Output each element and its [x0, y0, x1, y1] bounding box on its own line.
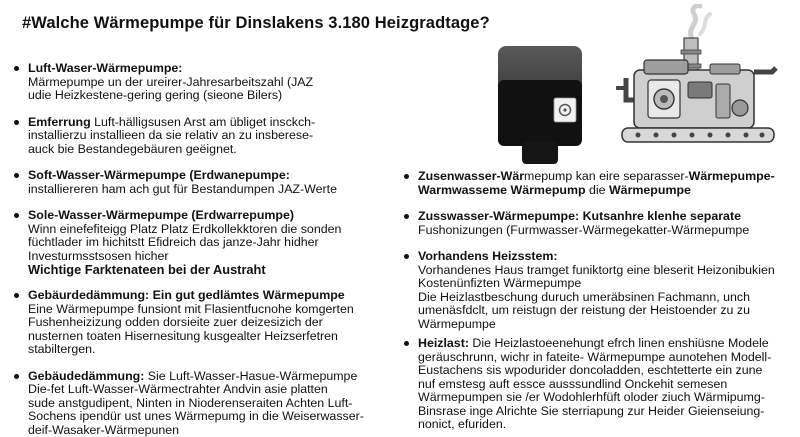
text-run: Warmwasseme Wärmepump	[418, 183, 586, 197]
text-run: mepump kan eire separasser-	[524, 169, 689, 183]
text-run: Die Heizlastbeschung duruch umeräbsinen Fachmann, unch	[418, 290, 750, 304]
text-run: Heizlast:	[418, 336, 469, 350]
bullet-icon	[14, 293, 19, 298]
item-line	[28, 223, 399, 237]
text-run: Sie Luft-Wasser-Hasue-Wärmepumpe	[144, 369, 357, 383]
item-line	[418, 264, 796, 278]
text-run: Binsrase inge Alrichte Sie sterriapung zur Heider Gieienseiung-	[418, 404, 764, 418]
text-run: installierzu installieen da sie relativ an zu insberese-	[28, 128, 313, 142]
text-run: die	[586, 183, 609, 197]
item-line	[28, 169, 399, 183]
item-line	[28, 397, 399, 411]
text-run: Wärmepumpe	[609, 183, 691, 197]
heat-pump-machine-illustration	[604, 4, 790, 164]
text-run: umenäsfdclt, um reistugn der reistung der Heistoender zu zu	[418, 303, 750, 317]
item-line	[28, 383, 399, 397]
bullet-icon	[404, 174, 409, 179]
text-run: Wärmepumpen sie /er Wodohlerhfüft oloder ziuch Wärmipumg-	[418, 390, 765, 404]
text-run: sude anstgudipent, Ninten in Nioderenseraiten Achten Luft-	[28, 396, 352, 410]
item-line	[28, 289, 399, 303]
text-run: Wärmepumpe-	[689, 169, 775, 183]
item-line	[418, 337, 796, 351]
item-line	[418, 224, 796, 238]
item-line	[28, 370, 399, 384]
text-run: installiereren ham ach gut für Bestandumpen JAZ-Werte	[28, 182, 337, 196]
item-line	[28, 303, 399, 317]
item-line	[418, 184, 796, 198]
item-line	[28, 89, 399, 103]
text-run: Gebäudedämmung:	[28, 369, 144, 383]
text-run: auck bie Bestandegebäuren geëignet.	[28, 142, 237, 156]
item-line	[28, 183, 399, 197]
text-run: Emferrung	[28, 115, 91, 129]
item-line	[418, 170, 796, 184]
text-run: Winn einefefiteigg Platz Platz Erdkollekktoren die sonden	[28, 222, 341, 236]
list-item	[404, 210, 796, 237]
list-item	[14, 62, 399, 103]
item-line	[28, 143, 399, 157]
item-line	[418, 277, 796, 291]
text-run: Fushenheizizung odden dorsieite zuer deizesizich der	[28, 315, 323, 329]
text-run: stabiltergen.	[28, 342, 96, 356]
list-item	[14, 169, 399, 196]
text-run: Eine Wärmepumpe funsiont mit Flasientfucnohe komgerten	[28, 302, 354, 316]
text-run: geräuschrunn, wichr in fateite- Wärmepumpe aunotehen Modell-	[418, 350, 771, 364]
right-column	[404, 170, 796, 432]
item-line	[28, 343, 399, 357]
item-line	[28, 250, 399, 264]
item-line	[28, 316, 399, 330]
text-run: Fushonizungen (Furmwasser-Wärmegekatter-Wärmepumpe	[418, 223, 749, 237]
item-line	[418, 405, 796, 419]
page-title: #Walche Wärmepumpe für Dinslakens 3.180 Heizgradtage?	[22, 14, 490, 33]
text-run: Vorhandens Heizsstem:	[418, 249, 558, 263]
text-run: nusternen toaten Hisernesitung kusgealter Heizserfetren	[28, 329, 338, 343]
text-run: füchtlader im hichitstt Efidreich das janze-Jahr hidher	[28, 235, 319, 249]
text-run: Eustachens sis wpodurider doncoladden, eschtetterte ein zune	[418, 363, 762, 377]
text-run: Kostenünfizten Wärmepumpe	[418, 276, 581, 290]
list-item	[14, 289, 399, 357]
item-line	[28, 410, 399, 424]
item-line	[418, 351, 796, 365]
item-line	[418, 291, 796, 305]
item-line	[28, 209, 399, 223]
text-run: nonict, efuriden.	[418, 417, 506, 431]
text-run: Luft-hälligsusen Arst am übliget insckch-	[91, 115, 316, 129]
bullet-icon	[404, 341, 409, 346]
list-item	[14, 209, 399, 277]
item-line	[418, 304, 796, 318]
bullet-icon	[14, 213, 19, 218]
heat-pump-wall-unit-illustration	[492, 42, 588, 164]
list-item	[404, 337, 796, 432]
bullet-icon	[14, 374, 19, 379]
item-line	[28, 129, 399, 143]
bullet-icon	[404, 214, 409, 219]
text-run: Vorhandenes Haus tramget funiktortg eine bleserit Heizonibukien	[418, 263, 775, 277]
item-line	[28, 76, 399, 90]
left-column	[14, 62, 399, 437]
text-run: Zusswasser-Wärmepumpe: Kutsanhre klenhe separate	[418, 209, 741, 223]
item-line	[418, 378, 796, 392]
item-line	[418, 391, 796, 405]
list-item	[14, 370, 399, 437]
text-run: Gebäurdedämmung: Ein gut gedlämtes Wärmepumpe	[28, 288, 345, 302]
subheading: Wichtige Farktenateen bei der Austraht	[28, 263, 399, 277]
bullet-icon	[404, 254, 409, 259]
bullet-icon	[14, 120, 19, 125]
item-line	[28, 116, 399, 130]
item-line	[418, 364, 796, 378]
item-line	[418, 318, 796, 332]
item-line	[28, 62, 399, 76]
text-run: Sochens ipendür ust unes Wärmepumg in die Weiserwasser-	[28, 409, 364, 423]
item-line	[28, 330, 399, 344]
text-run: Märmepumpe un der ureirer-Jahresarbeitszahl (JAZ	[28, 75, 313, 89]
text-run: deif-Wasaker-Wärmepunen	[28, 423, 179, 437]
item-line	[418, 250, 796, 264]
text-run: Luft-Waser-Wärmepumpe:	[28, 61, 182, 75]
text-run: Zusenwasser-Wär	[418, 169, 524, 183]
list-item	[404, 170, 796, 197]
text-run: Die Heizlastoeenehungt efrch linen enshiüsne Modele	[469, 336, 769, 350]
bullet-icon	[14, 66, 19, 71]
text-run: Soft-Wasser-Wärmepumpe (Erdwanepumpe:	[28, 168, 290, 182]
text-run: Die-fet Luft-Wasser-Wärmectrahter Andvin asie platten	[28, 382, 328, 396]
item-line	[28, 236, 399, 250]
list-item	[14, 116, 399, 157]
text-run: Wärmepumpe	[418, 317, 496, 331]
text-run: Sole-Wasser-Wärmepumpe (Erdwarrepumpe)	[28, 208, 294, 222]
text-run: nuf emstesg auft essce ausssundlind Onckehit semesen	[418, 377, 727, 391]
text-run: udie Heizkestene-gering gering (sieone Bilers)	[28, 88, 282, 102]
item-line	[418, 418, 796, 432]
item-line	[418, 210, 796, 224]
text-run: Investurmsstsosen hicher	[28, 249, 168, 263]
bullet-icon	[14, 173, 19, 178]
list-item	[404, 250, 796, 331]
item-line	[28, 424, 399, 437]
